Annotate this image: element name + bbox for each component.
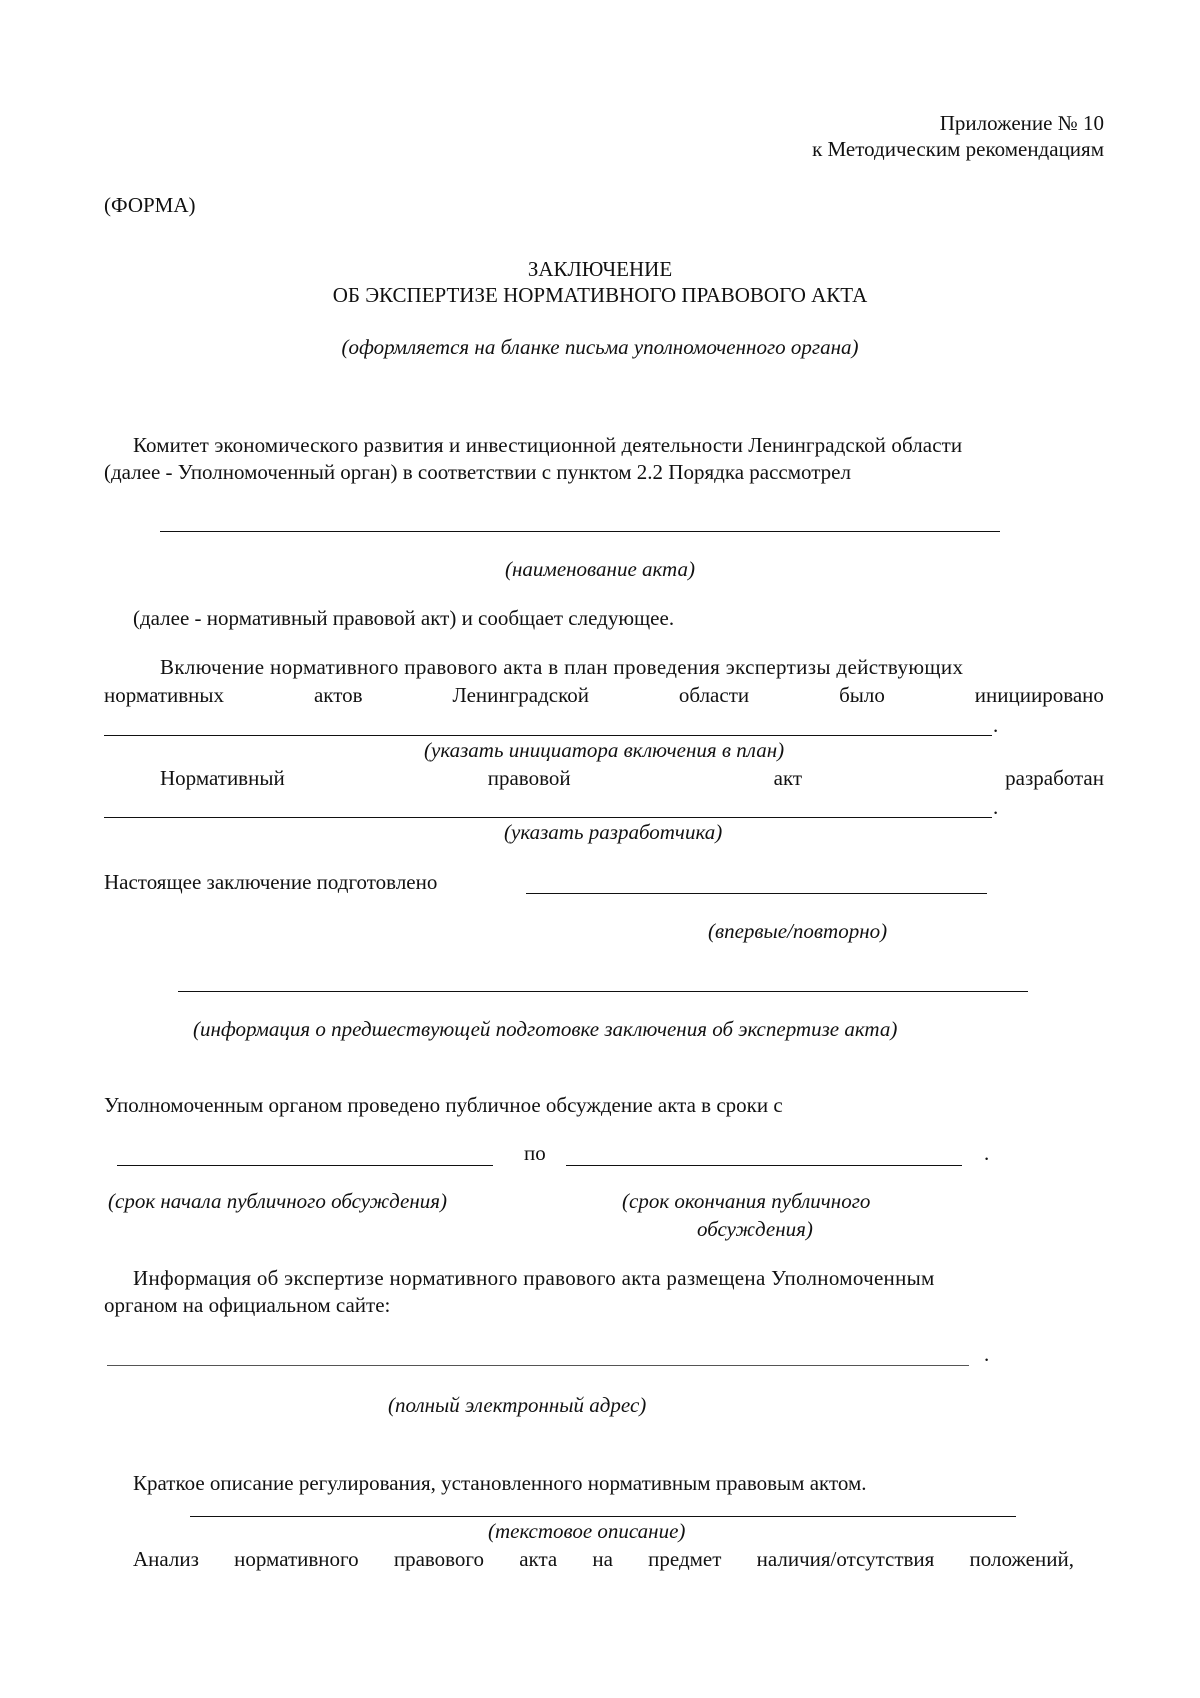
inclusion-word: Ленинградской bbox=[452, 683, 589, 707]
discussion-text: Уполномоченным органом проведено публичное обсуждение акта в сроки с bbox=[104, 1093, 783, 1117]
analysis-word: наличия/отсутствия bbox=[756, 1547, 935, 1571]
inclusion-word: инициировано bbox=[974, 683, 1104, 707]
discussion-end-field-line bbox=[566, 1165, 962, 1166]
prior-info-caption: (информация о предшествующей подготовке заключения об экспертизе акта) bbox=[193, 1017, 898, 1041]
inclusion-line2 bbox=[104, 682, 1104, 708]
act-name-field-line bbox=[160, 531, 1000, 532]
analysis-word: правового bbox=[393, 1547, 485, 1571]
regulation-text: Краткое описание регулирования, установленного нормативным правовым актом. bbox=[133, 1471, 867, 1495]
prior-info-field-line bbox=[178, 991, 1028, 992]
developer-field-line bbox=[104, 817, 992, 818]
address-field-line bbox=[107, 1365, 969, 1366]
discussion-end-caption-line1: (срок окончания публичного bbox=[622, 1189, 871, 1213]
analysis-line bbox=[133, 1546, 1074, 1572]
appendix-reference: к Методическим рекомендациям bbox=[812, 137, 1104, 161]
intro-line2: (далее - Уполномоченный орган) в соответствии с пунктом 2.2 Порядка рассмотрел bbox=[104, 460, 851, 484]
initiator-field-line bbox=[104, 735, 992, 736]
discussion-start-caption: (срок начала публичного обсуждения) bbox=[108, 1189, 447, 1213]
developer-line bbox=[160, 765, 1104, 791]
inclusion-word: области bbox=[678, 683, 750, 707]
inclusion-word: было bbox=[839, 683, 885, 707]
publication-end-dot: . bbox=[984, 1342, 990, 1366]
inclusion-word: нормативных bbox=[104, 683, 225, 707]
developer-word: разработан bbox=[1005, 766, 1104, 790]
developer-caption: (указать разработчика) bbox=[504, 820, 723, 844]
publication-line1: Информация об экспертизе нормативного правового акта размещена Уполномоченным bbox=[133, 1266, 935, 1290]
appendix-number: Приложение № 10 bbox=[939, 111, 1104, 135]
address-caption: (полный электронный адрес) bbox=[388, 1393, 647, 1417]
developer-end-dot: . bbox=[993, 795, 999, 819]
prepared-field-line bbox=[526, 893, 987, 894]
prepared-caption: (впервые/повторно) bbox=[708, 919, 888, 943]
analysis-word: предмет bbox=[648, 1547, 722, 1571]
analysis-word: акта bbox=[519, 1547, 558, 1571]
intro-line1: Комитет экономического развития и инвестиционной деятельности Ленинградской области bbox=[133, 433, 963, 457]
discussion-start-field-line bbox=[117, 1165, 493, 1166]
form-label: (ФОРМА) bbox=[104, 193, 196, 217]
intro-continuation: (далее - нормативный правовой акт) и сообщает следующее. bbox=[133, 606, 675, 630]
title-note: (оформляется на бланке письма уполномоченного органа) bbox=[341, 335, 859, 359]
inclusion-line1: Включение нормативного правового акта в план проведения экспертизы действующих bbox=[160, 655, 964, 679]
discussion-end-dot: . bbox=[984, 1141, 990, 1165]
prepared-label: Настоящее заключение подготовлено bbox=[104, 870, 438, 894]
discussion-po: по bbox=[524, 1141, 546, 1165]
analysis-word: положений, bbox=[969, 1547, 1074, 1571]
initiator-end-dot: . bbox=[993, 713, 999, 737]
regulation-field-line bbox=[190, 1516, 1016, 1517]
developer-word: правовой bbox=[487, 766, 571, 790]
act-name-caption: (наименование акта) bbox=[505, 557, 695, 581]
publication-line2: органом на официальном сайте: bbox=[104, 1293, 391, 1317]
discussion-end-caption-line2: обсуждения) bbox=[697, 1217, 813, 1241]
document-title-line2: ОБ ЭКСПЕРТИЗЕ НОРМАТИВНОГО ПРАВОВОГО АКТА bbox=[332, 283, 868, 307]
regulation-caption: (текстовое описание) bbox=[488, 1519, 686, 1543]
analysis-word: на bbox=[592, 1547, 613, 1571]
developer-word: Нормативный bbox=[160, 766, 285, 790]
analysis-word: Анализ bbox=[133, 1547, 199, 1571]
initiator-caption: (указать инициатора включения в план) bbox=[424, 738, 785, 762]
developer-word: акт bbox=[773, 766, 803, 790]
analysis-word: нормативного bbox=[234, 1547, 359, 1571]
inclusion-word: актов bbox=[313, 683, 363, 707]
document-title-line1: ЗАКЛЮЧЕНИЕ bbox=[527, 257, 673, 281]
